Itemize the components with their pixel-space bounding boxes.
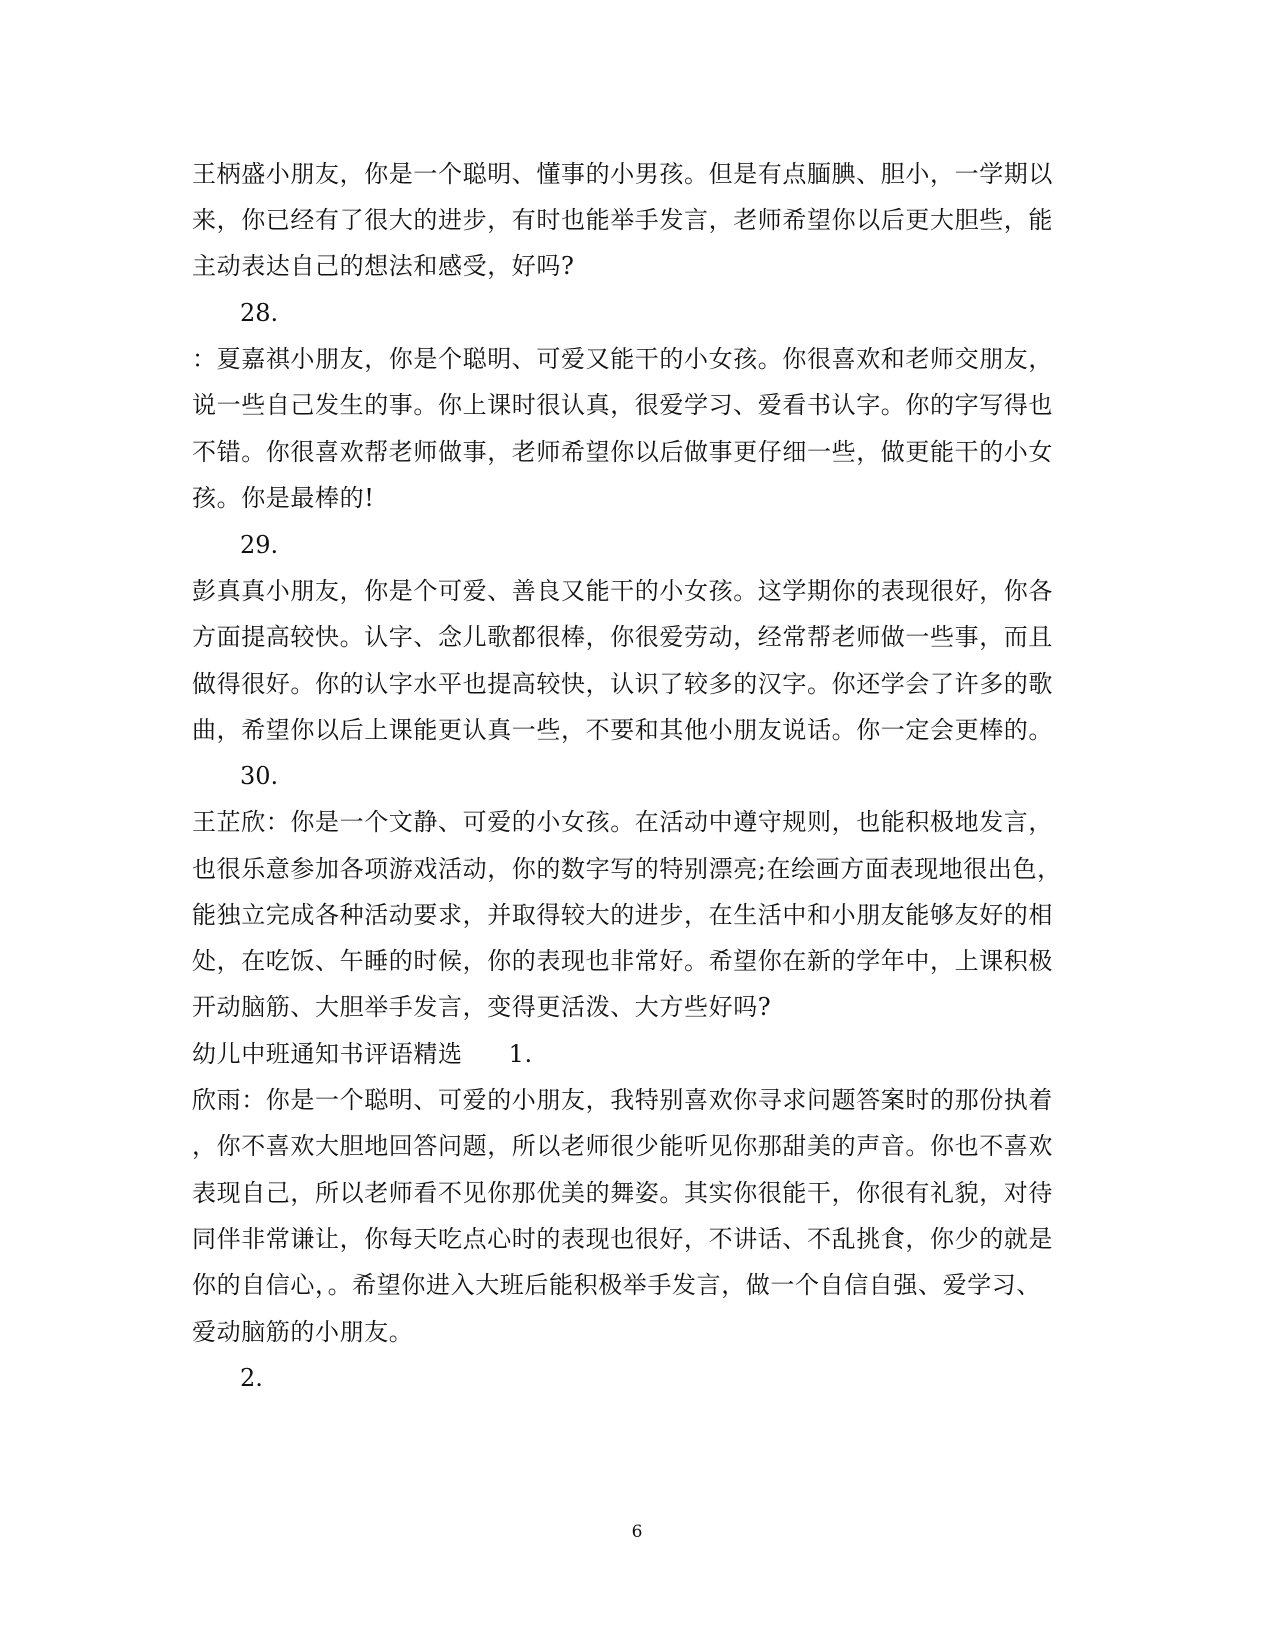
text-line: 主动表达自己的想法和感受，好吗? xyxy=(192,252,575,280)
text-line: 同伴非常谦让，你每天吃点心时的表现也很好，不讲话、不乱挑食，你少的就是 xyxy=(192,1225,1053,1253)
text-line: 说一些自己发生的事。你上课时很认真，很爱学习、爱看书认字。你的字写得也 xyxy=(192,391,1053,419)
item-number: 30. xyxy=(240,762,279,790)
text-line: 孩。你是最棒的! xyxy=(192,484,375,512)
text-line: 开动脑筋、大胆举手发言，变得更活泼、大方些好吗? xyxy=(192,993,772,1021)
text-line: 不错。你很喜欢帮老师做事，老师希望你以后做事更仔细一些，做更能干的小女 xyxy=(192,438,1053,466)
text-line: 表现自己，所以老师看不见你那优美的舞姿。其实你很能干，你很有礼貌，对待 xyxy=(192,1179,1053,1207)
text-line: 处，在吃饭、午睡的时候，你的表现也非常好。希望你在新的学年中，上课积极 xyxy=(192,947,1053,975)
text-line: 彭真真小朋友，你是个可爱、善良又能干的小女孩。这学期你的表现很好，你各 xyxy=(192,577,1053,605)
section-heading-line xyxy=(192,1038,533,1070)
item-number: 2. xyxy=(240,1364,263,1392)
text-line: ：夏嘉祺小朋友，你是个聪明、可爱又能干的小女孩。你很喜欢和老师交朋友， xyxy=(192,345,1053,373)
text-line: 你的自信心，。希望你进入大班后能积极举手发言，做一个自信自强、爱学习、 xyxy=(192,1271,1041,1299)
text-line: 王柄盛小朋友，你是一个聪明、懂事的小男孩。但是有点腼腆、胆小，一学期以 xyxy=(192,160,1053,188)
text-line: 做得很好。你的认字水平也提高较快，认识了较多的汉字。你还学会了许多的歌 xyxy=(192,670,1053,698)
item-number: 28. xyxy=(240,299,279,327)
text-line: 王芷欣：你是一个文静、可爱的小女孩。在活动中遵守规则，也能积极地发言， xyxy=(192,808,1053,836)
item-number: 1. xyxy=(508,1040,533,1068)
text-line: ，你不喜欢大胆地回答问题，所以老师很少能听见你那甜美的声音。你也不喜欢 xyxy=(192,1132,1053,1160)
text-line: 欣雨：你是一个聪明、可爱的小朋友，我特别喜欢你寻求问题答案时的那份执着 xyxy=(192,1086,1053,1114)
text-line: 爱动脑筋的小朋友。 xyxy=(192,1318,414,1346)
text-line: 也很乐意参加各项游戏活动，你的数字写的特别漂亮;在绘画方面表现地很出色， xyxy=(192,855,1062,883)
section-heading: 幼儿中班通知书评语精选 xyxy=(192,1040,463,1068)
text-line: 曲，希望你以后上课能更认真一些，不要和其他小朋友说话。你一定会更棒的。 xyxy=(192,716,1053,744)
page-number: 6 xyxy=(631,1522,643,1542)
item-number: 29. xyxy=(240,531,279,559)
text-line: 方面提高较快。认字、念儿歌都很棒，你很爱劳动，经常帮老师做一些事，而且 xyxy=(192,623,1053,651)
text-line: 来，你已经有了很大的进步，有时也能举手发言，老师希望你以后更大胆些，能 xyxy=(192,206,1053,234)
text-line: 能独立完成各种活动要求，并取得较大的进步，在生活中和小朋友能够友好的相 xyxy=(192,901,1053,929)
